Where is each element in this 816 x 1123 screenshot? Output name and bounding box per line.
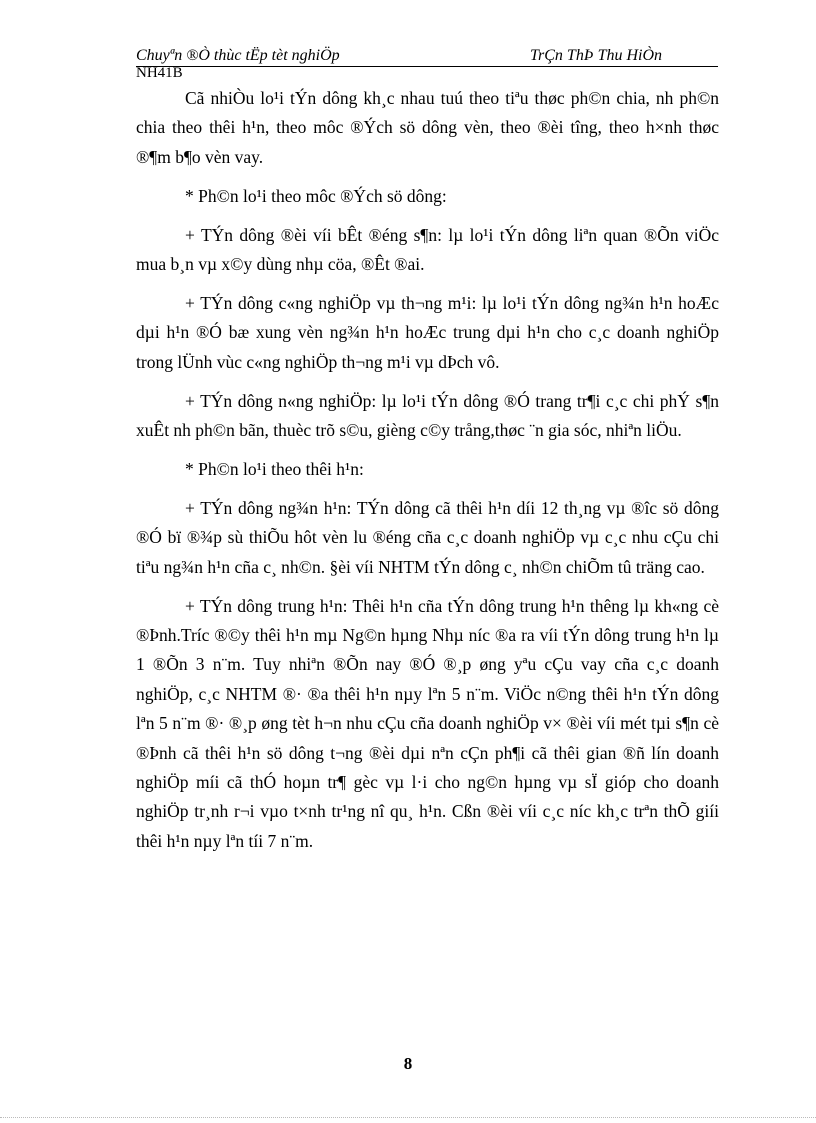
- page-bottom-edge: [0, 1117, 816, 1118]
- paragraph-intro: Cã nhiÒu lo¹i tÝn dông kh¸c nhau tuú theo tiªu thøc ph©n chia, nh ph©n chia theo thêi h¹n, theo môc ®Ých sö dông vèn, theo ®èi tîng, theo h×nh thøc ®¶m b¶o vèn vay.: [136, 88, 719, 167]
- paragraph-agricultural-credit: + TÝn dông n«ng nghiÖp: lµ lo¹i tÝn dông ®Ó trang tr¶i c¸c chi phÝ s¶n xuÊt nh ph©n bãn, thuèc trõ s©u, gièng c©y trång,thøc ¨n gia sóc, nhiªn liÖu.: [136, 390, 719, 441]
- paragraph-short-term-credit: + TÝn dông ng¾n h¹n: TÝn dông cã thêi h¹n díi 12 th¸ng vµ ®îc sö dông ®Ó bï ®¾p sù thiÕu hôt vèn lu ®éng cña c¸c doanh nghiÖp vµ c¸c nhu cÇu chi tiªu ng¾n h¹n cña c¸ nh©n. §èi víi NHTM tÝn dông c¸ nh©n chiÕm tû träng cao.: [136, 497, 719, 577]
- body-text: [136, 84, 719, 866]
- header-class-code: NH41B: [136, 65, 183, 81]
- paragraph-term-heading: * Ph©n lo¹i theo thêi h¹n:: [185, 458, 364, 479]
- paragraph-medium-term-credit: + TÝn dông trung h¹n: Thêi h¹n cña tÝn dông trung h¹n thêng lµ kh«ng cè ®Þnh.Tríc ®©y thêi h¹n mµ Ng©n hµng Nhµ níc ®a ra víi tÝn dông trung h¹n lµ 1 ®Õn 3 n¨m. Tuy nhiªn ®Õn nay ®Ó ®¸p øng yªu cÇu vay cña c¸c doanh nghiÖp, c¸c NHTM ®· ®a thêi h¹n nµy lªn 5 n¨m. ViÖc n©ng thêi h¹n tÝn dông lªn 5 n¨m ®· ®¸p øng tèt h¬n nhu cÇu cña doanh nghiÖp v× ®èi víi mét tµi s¶n cè ®Þnh cã thêi h¹n sö dông t¬ng ®èi dµi nªn cÇn ph¶i cã thêi gian ®ñ lín doanh nghiÖp míi cã thÓ hoµn tr¶ gèc vµ l·i cho ng©n hµng vµ sÏ gióp cho doanh nghiÖp tr¸nh r¬i vµo t×nh tr¹ng nî qu¸ h¹n. Cßn ®èi víi c¸c níc kh¸c trªn thÕ giíi thêi h¹n nµy lªn tíi 7 n¨m.: [136, 595, 719, 851]
- header-left: [136, 46, 340, 81]
- paragraph-purpose-heading: * Ph©n lo¹i theo môc ®Ých sö dông:: [185, 185, 447, 206]
- header-rule: [136, 66, 718, 67]
- page-number: 8: [403, 1054, 413, 1073]
- header-document-title: Chuyªn ®Ò thùc tËp tèt nghiÖp: [136, 47, 340, 64]
- header-author-name: TrÇn ThÞ Thu HiÒn: [530, 47, 663, 64]
- paragraph-real-estate-credit: + TÝn dông ®èi víi bÊt ®éng s¶n: lµ lo¹i tÝn dông liªn quan ®Õn viÖc mua b¸n vµ x©y dùng nhµ cöa, ®Êt ®ai.: [136, 224, 719, 275]
- paragraph-industrial-commercial-credit: + TÝn dông c«ng nghiÖp vµ th¬ng m¹i: lµ lo¹i tÝn dông ng¾n h¹n hoÆc dµi h¹n ®Ó bæ xung vèn ng¾n h¹n hoÆc trung dµi h¹n cho c¸c doanh nghiÖp trong lÜnh vùc c«ng nghiÖp th¬ng m¹i vµ dÞch vô.: [136, 292, 719, 372]
